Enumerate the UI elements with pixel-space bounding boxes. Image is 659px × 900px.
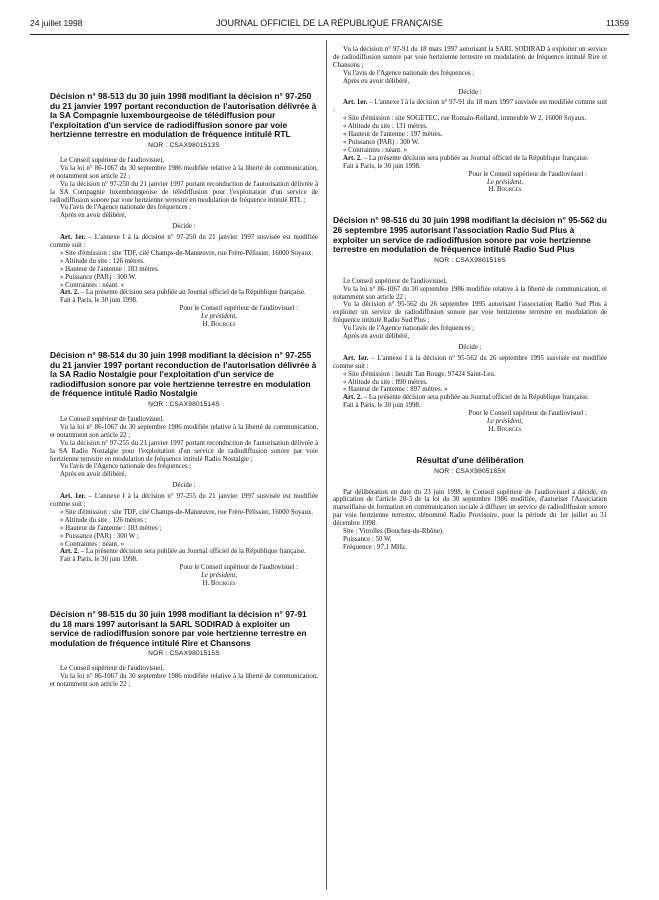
list-item: « Altitude du site : 126 mètres ; [60,516,147,524]
article-label: Art. 1er. [60,493,86,501]
list-item: « Site d'émission : site SOGETEC, rue Romain-Rolland, immeuble W 2, 16000 Soyaux. [343,115,587,123]
decide-heading: Décide : [172,223,196,231]
resultat-deliberation [333,456,607,552]
article-label: Art. 1er. [343,354,369,362]
header-journal-title: JOURNAL OFFICIEL DE LA RÉPUBLIQUE FRANÇAISE [216,18,443,28]
nor-reference: NOR : CSAX9801514S [148,400,220,408]
decision-title: Décision n° 98-514 du 30 juin 1998 modifiant la décision n° 97-255 du 21 janvier 1997 portant reconduction de l'autorisation délivrée à la SA Radio Nostalgie pour l'exploitation d'un service de radiodiffusion sonore par voie hertzienne terrestre en modulation de fréquence intitulé Radio Nostalgie [50,350,317,399]
paragraph: Vu l'avis de l'Agence nationale des fréquences ; [343,325,475,333]
paragraph: Le Conseil supérieur de l'audiovisuel, [60,415,165,423]
signature-line: Pour le Conseil supérieur de l'audiovisuel : [179,305,298,313]
signature-name: H. Bourges [202,580,236,588]
decide-heading: Décide : [172,482,196,490]
frequence-line: Fréquence : 97,1 MHz. [343,543,407,551]
list-item: « Puissance (PAR) : 300 W. [343,138,420,146]
paragraph: Le Conseil supérieur de l'audiovisuel, [60,156,165,164]
article-2 [50,289,318,297]
list-item: « Hauteur de l'antenne : 183 mètres ; [60,524,162,532]
left-column [50,92,318,689]
list-item: « Hauteur de l'antenne : 197 mètres. [343,131,443,139]
paragraph: Vu la décision n° 95-562 du 26 septembre 1995 autorisant l'association Radio Sud Plus à exploiter un service de radiodiffusion sonore par voie hertzienne terrestre en modulation de fréquence intitulé Radio Sud Plus ; [333,301,607,325]
article-label: Art. 2. [343,154,362,162]
article-label: Art. 1er. [343,99,368,107]
nor-reference: NOR : CSAX9801516S [434,256,506,264]
article-label: Art. 1er. [60,234,86,242]
signature-title: Le président, [487,178,523,186]
list-item: « Altitude du site : 890 mètres. [343,378,428,386]
article-2 [333,155,607,163]
article-1 [50,493,318,509]
paragraph: Par délibération en date du 23 juin 1998, le Conseil supérieur de l'audiovisuel a décidé, en application de l'article 28-3 de la loi du 30 septembre 1986 modifiée, d'autoriser l'Association marseillaise de formation en communication sociale à diffuser un service de radiodiffusion sonore par voie hertzienne terrestre, dénommé Radio Provisoire, pour la période du 1er juillet au 31 décembre 1998. [333,488,607,528]
signature-line: Pour le Conseil supérieur de l'audiovisuel : [468,170,587,178]
article-text: – La présente décision sera publiée au Journal officiel de la République française. [361,154,589,162]
right-column [333,46,607,552]
list-item: « Puissance (PAR) : 300 W. [60,273,137,281]
page-header [30,18,629,30]
paragraph: Vu la loi n° 86-1067 du 30 septembre 1986 modifiée relative à la liberté de communication, et notamment son article 22 ; [50,673,318,689]
paragraph: Vu la décision n° 97-91 du 18 mars 1997 autorisant la SARL SODIRAD à exploiter un service de radiodiffusion sonore par voie hertzienne terrestre en modulation de fréquence intitulé Rire et Chansons ; [333,46,607,69]
decision-98-514 [50,351,318,588]
list-item: « Hauteur de l'antenne : 183 mètres. [60,265,160,273]
nor-reference: NOR : CSAX9805165X [434,467,506,475]
article-1 [333,99,607,115]
nor-reference: NOR : CSAX9801515S [148,650,220,658]
header-rule [30,34,629,35]
article-text: – L'annexe I à la décision n° 97-255 du 21 janvier 1997 susvisée est modifiée comme suit : [50,493,318,509]
article-text: – L'annexe I à la décision n° 97-250 du 21 janvier 1997 susvisée est modifiée comme suit : [50,234,318,250]
signature-name: H. Bourges [488,426,522,433]
decision-title: Décision n° 98-516 du 30 juin 1998 modifiant la décision n° 95-562 du 26 septembre 1995 autorisant l'association Radio Sud Plus à exploiter un service de radiodiffusion sonore par voie hertzienne terrestre en modulation de fréquence intitulé Radio Sud Plus [333,215,607,255]
article-1 [333,355,607,371]
paragraph: Le Conseil supérieur de l'audiovisuel, [60,665,165,673]
article-label: Art. 2. [343,394,362,402]
list-item: « Site d'émission : site TDF, cité Champs-de-Manœuvre, rue Frère-Pélissier, 16000 Soyaux. [60,508,314,516]
paragraph: Vu la décision n° 97-255 du 21 janvier 1997 portant reconduction de l'autorisation délivrée à la SA Radio Nostalgie pour l'exploitation d'un service de radiodiffusion sonore par voie hertzienne terrestre en modulation de fréquence intitulé Radio Nostalgie ; [50,439,318,463]
article-label: Art. 2. [60,548,79,556]
signature-line: Pour le Conseil supérieur de l'audiovisuel : [179,564,298,572]
article-2 [50,548,318,556]
list-item: « Contraintes : néant. » [60,281,125,289]
article-text: – La présente décision sera publiée au Journal officiel de la République française. [361,394,589,402]
decision-title: Décision n° 98-515 du 30 juin 1998 modifiant la décision n° 97-91 du 18 mars 1997 autorisant la SARL SODIRAD à exploiter un service de radiodiffusion sonore par voie hertzienne terrestre en modulation de fréquence intitulé Rire et Chansons [50,609,307,648]
section-title: Résultat d'une délibération [416,454,524,465]
column-divider [326,40,327,890]
signature-title: Le président, [201,572,237,580]
article-text: – La présente décision sera publiée au Journal officiel de la République française. [78,289,306,297]
fait-a-paris: Fait à Paris, le 30 juin 1998. [60,297,138,305]
list-item: « Site d'émission : site TDF, cité Champs-de-Manœuvre, rue Frère-Pélissier, 16000 Soyaux. [60,249,314,257]
article-text: – La présente décision sera publiée au Journal officiel de la République française. [78,548,306,556]
paragraph: Après en avoir délibéré, [343,333,410,341]
article-2 [333,394,607,402]
signature-title: Le président, [201,313,237,321]
list-item: « Altitude du site : 126 mètres. [60,257,145,265]
list-item: « Hauteur de l'antenne : 897 mètres. » [343,386,448,394]
article-text: – L'annexe I à la décision n° 95-562 du 26 septembre 1995 susvisée est modifiée comme suit : [333,354,607,370]
article-1 [50,234,318,250]
signature-title: Le président, [487,418,523,426]
decision-98-513 [50,92,318,329]
nor-reference: NOR : CSAX9801513S [148,141,220,149]
puissance-line: Puissance : 50 W. [343,535,392,543]
paragraph: Vu l'avis de l'Agence nationale des fréquences ; [343,69,475,77]
decide-heading: Décide : [458,343,482,351]
decision-98-515 [50,610,318,689]
decide-heading: Décide : [458,88,482,96]
list-item: « Site d'émission : lieudit Tan Rouge, 97424 Saint-Leu. [343,370,496,378]
header-date: 24 juillet 1998 [30,18,83,28]
fait-a-paris: Fait à Paris, le 30 juin 1998. [343,402,421,410]
decision-98-515-continued [333,46,607,194]
article-text: – L'annexe I à la décision n° 97-91 du 18 mars 1997 susvisée est modifiée comme suit : [333,99,608,115]
list-item: « Contraintes : néant. » [60,540,125,548]
paragraph: Après en avoir délibéré, [60,471,127,479]
paragraph: Vu l'avis de l'Agence nationale des fréquences ; [60,463,192,471]
list-item: « Altitude du site : 131 mètres. [343,123,428,131]
decision-title: Décision n° 98-513 du 30 juin 1998 modifiant la décision n° 97-250 du 21 janvier 1997 portant reconduction de l'autorisation délivrée à la SA Compagnie luxembourgeoise de télédiffusion pour l'exploitation d'un service de radiodiffusion sonore par voie hertzienne terrestre en modulation de fréquence intitulé RTL [50,91,317,140]
paragraph: Vu la décision n° 97-250 du 21 janvier 1997 portant reconduction de l'autorisation délivrée à la SA Compagnie luxembourgeoise de télédiffusion pour l'exploitation d'un service de radiodiffusion sonore par voie hertzienne terrestre en modulation de fréquence intitulé RTL ; [50,180,318,204]
signature-name: H. Bourges [202,321,236,329]
signature-line: Pour le Conseil supérieur de l'audiovisuel : [468,410,587,418]
paragraph: Vu l'avis de l'Agence nationale des fréquences ; [60,204,192,212]
signature-name: H. Bourges [488,186,522,194]
paragraph: Vu la loi n° 86-1067 du 30 septembre 1986 modifiée relative à la liberté de communication, et notamment son article 22 ; [333,285,607,301]
paragraph: Vu la loi n° 86-1067 du 30 septembre 1986 modifiée relative à la liberté de communication, et notamment son article 22 ; [50,423,318,439]
decision-98-516 [333,216,607,434]
article-label: Art. 2. [60,289,79,297]
paragraph: Après en avoir délibéré, [60,212,127,220]
header-page-number: 11359 [605,18,629,28]
fait-a-paris: Fait à Paris, le 30 juin 1998. [343,162,421,170]
fait-a-paris: Fait à Paris, le 30 juin 1998. [60,556,138,564]
list-item: « Puissance (PAR) : 300 W ; [60,532,139,540]
paragraph: Après en avoir délibéré, [343,77,410,85]
list-item: « Contraintes : néant. » [343,146,408,154]
paragraph: Le Conseil supérieur de l'audiovisuel, [343,277,448,285]
paragraph: Vu la loi n° 86-1067 du 30 septembre 1986 modifiée relative à la liberté de communication, et notamment son article 22 ; [50,164,318,180]
site-line: Site : Vitrolles (Bouches-du-Rhône). [343,528,444,536]
